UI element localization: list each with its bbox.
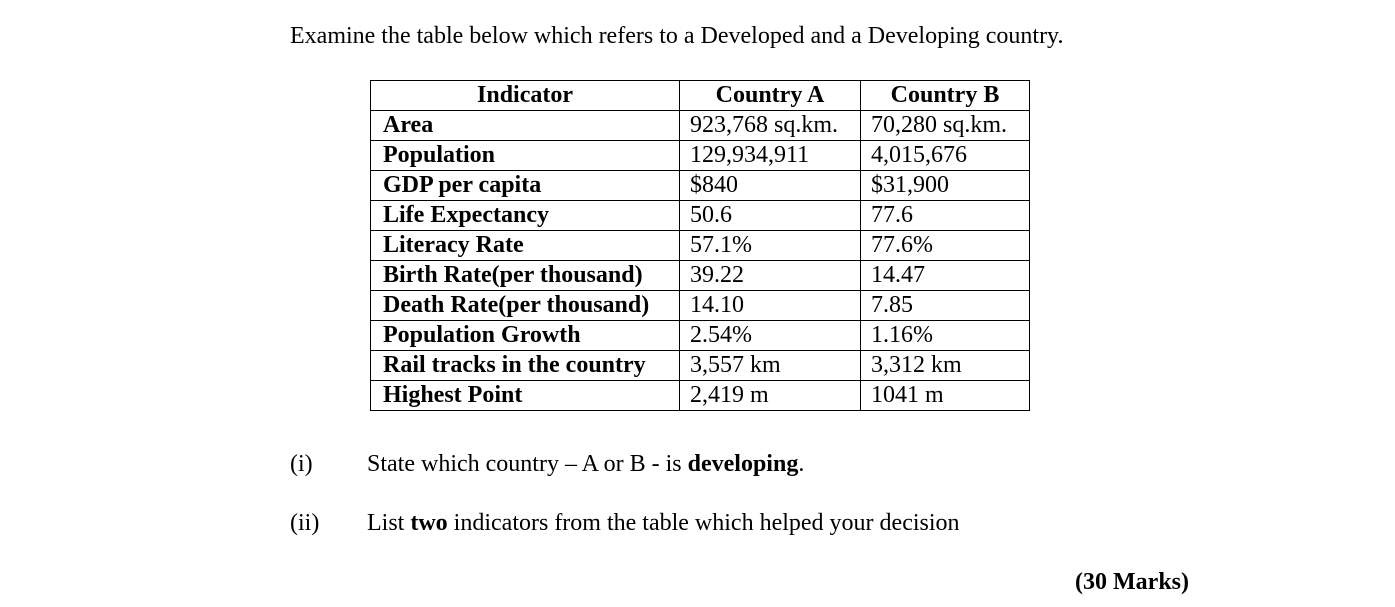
country-a-cell: 50.6	[680, 201, 861, 231]
question-text-part: .	[798, 451, 805, 477]
marks-label: (30 Marks)	[1075, 569, 1189, 595]
indicator-cell: Rail tracks in the country	[371, 351, 680, 381]
country-b-cell: 77.6	[861, 201, 1030, 231]
indicator-cell: Area	[371, 111, 680, 141]
table-header-row	[371, 81, 1030, 111]
indicator-cell: Birth Rate(per thousand)	[371, 261, 680, 291]
country-a-cell: 3,557 km	[680, 351, 861, 381]
table-row	[371, 321, 1030, 351]
country-b-cell: 4,015,676	[861, 141, 1030, 171]
country-b-cell: 77.6%	[861, 231, 1030, 261]
question-number: (i)	[290, 451, 313, 477]
table-row	[371, 231, 1030, 261]
indicator-cell: GDP per capita	[371, 171, 680, 201]
country-b-cell: 14.47	[861, 261, 1030, 291]
country-a-cell: 2.54%	[680, 321, 861, 351]
question-text	[367, 448, 804, 480]
table-row	[371, 111, 1030, 141]
country-a-cell: 923,768 sq.km.	[680, 111, 861, 141]
question-emphasis: developing	[687, 451, 799, 477]
table-row	[371, 201, 1030, 231]
indicator-cell: Population	[371, 141, 680, 171]
question-text	[367, 507, 960, 539]
country-a-cell: 39.22	[680, 261, 861, 291]
intro-text: Examine the table below which refers to a Developed and a Developing country.	[290, 23, 1064, 49]
indicator-cell: Population Growth	[371, 321, 680, 351]
header-country-a: Country A	[680, 81, 861, 111]
table-row	[371, 261, 1030, 291]
country-b-cell: 7.85	[861, 291, 1030, 321]
table-row	[371, 351, 1030, 381]
question-text-part: State which country – A or B - is	[367, 451, 688, 477]
country-a-cell: 2,419 m	[680, 381, 861, 411]
country-b-cell: 70,280 sq.km.	[861, 111, 1030, 141]
indicator-cell: Death Rate(per thousand)	[371, 291, 680, 321]
country-a-cell: 57.1%	[680, 231, 861, 261]
indicator-cell: Literacy Rate	[371, 231, 680, 261]
question-text-part: indicators from the table which helped your decision	[447, 510, 960, 536]
country-a-cell: 14.10	[680, 291, 861, 321]
question-number: (ii)	[290, 510, 320, 536]
table-row	[371, 141, 1030, 171]
question-text-part: List	[367, 510, 411, 536]
country-b-cell: 3,312 km	[861, 351, 1030, 381]
question-emphasis: two	[410, 510, 448, 536]
table-row	[371, 171, 1030, 201]
country-b-cell: 1.16%	[861, 321, 1030, 351]
indicator-cell: Highest Point	[371, 381, 680, 411]
indicator-table	[370, 80, 1030, 411]
country-a-cell: $840	[680, 171, 861, 201]
table-row	[371, 291, 1030, 321]
header-country-b: Country B	[861, 81, 1030, 111]
header-indicator: Indicator	[371, 81, 680, 111]
country-a-cell: 129,934,911	[680, 141, 861, 171]
country-b-cell: $31,900	[861, 171, 1030, 201]
table-row	[371, 381, 1030, 411]
indicator-cell: Life Expectancy	[371, 201, 680, 231]
country-b-cell: 1041 m	[861, 381, 1030, 411]
